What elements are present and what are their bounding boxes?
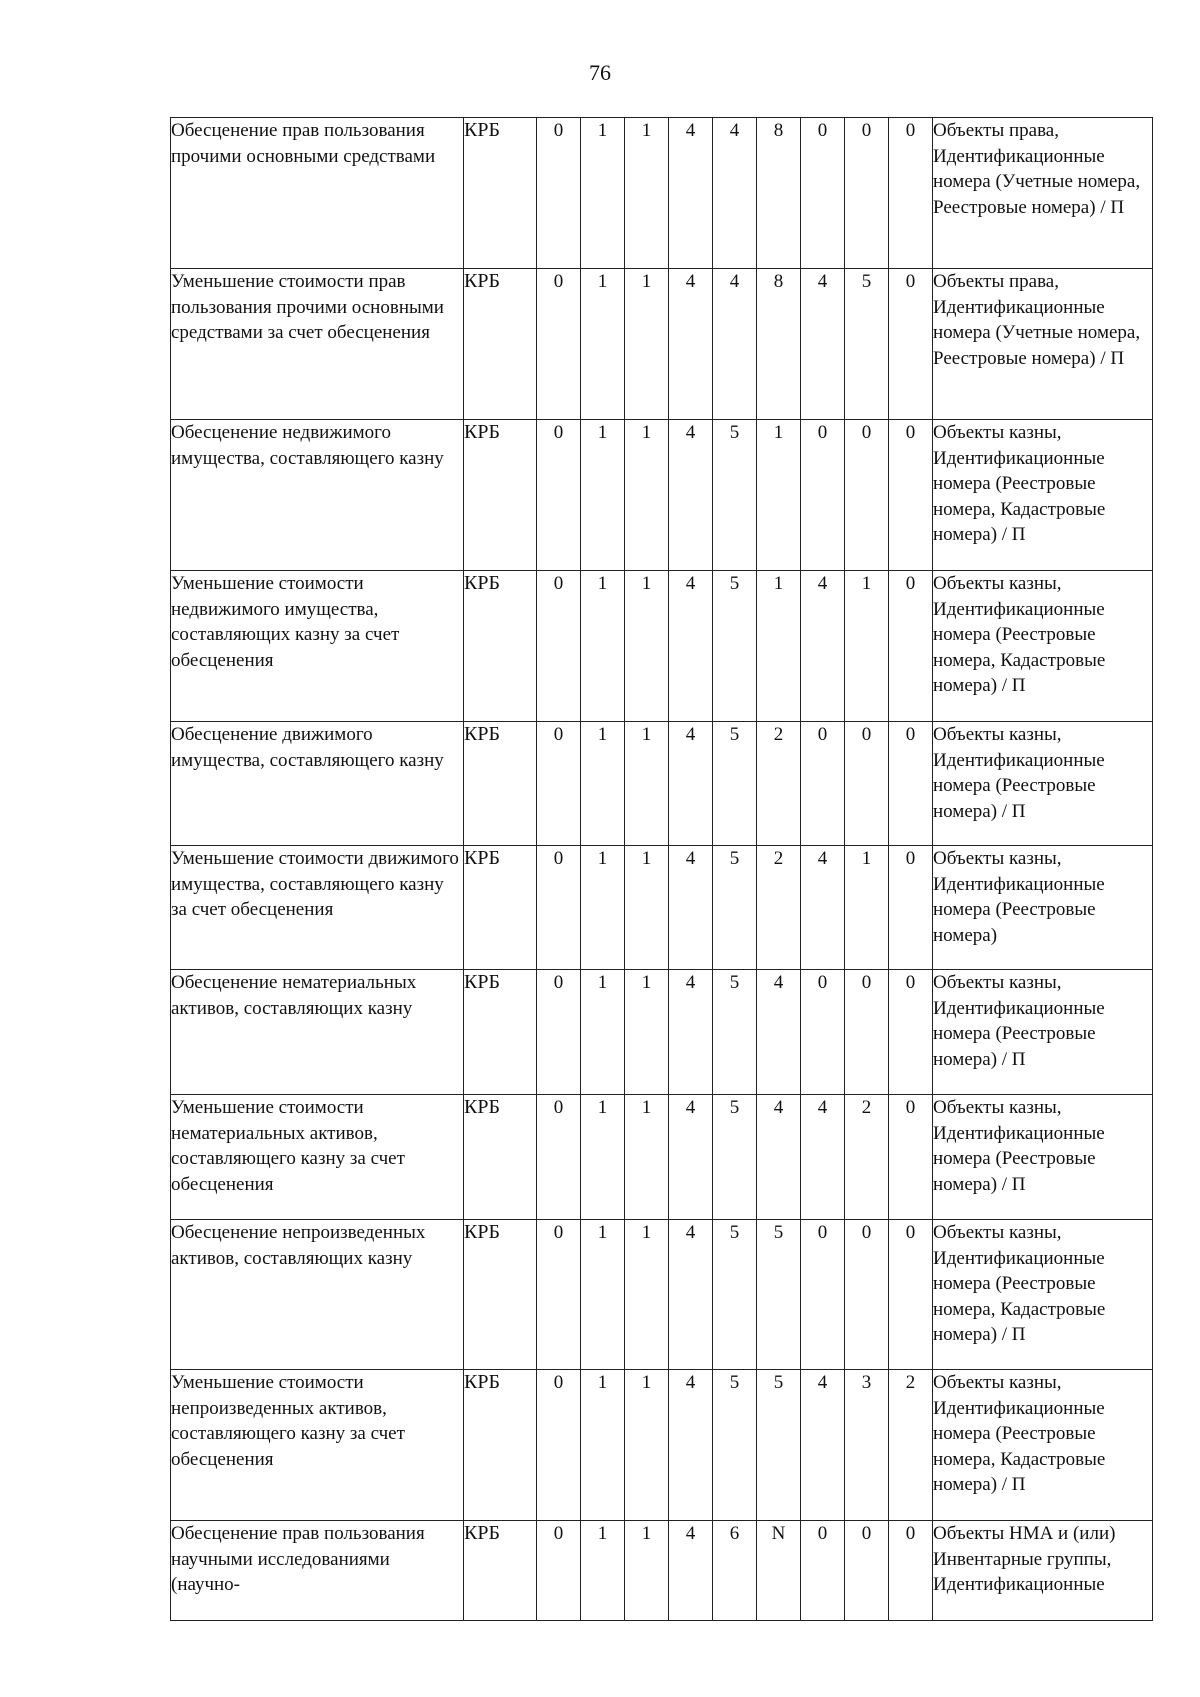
- account-digit-cell: 0: [537, 1521, 581, 1621]
- source-code-cell: КРБ: [464, 722, 537, 846]
- account-digit-cell: 1: [625, 420, 669, 571]
- source-code-cell: КРБ: [464, 1220, 537, 1370]
- account-digit-cell: 1: [845, 571, 889, 722]
- analytics-cell: Объекты казны, Идентификационные номера (Реестровые номера, Кадастровые номера) / П: [933, 571, 1153, 722]
- account-digit-cell: 0: [889, 722, 933, 846]
- account-digit-cell: 5: [713, 846, 757, 970]
- account-digit-cell: 1: [625, 1521, 669, 1621]
- account-digit-cell: 0: [537, 420, 581, 571]
- account-digit-cell: 1: [581, 571, 625, 722]
- account-digit-cell: 2: [845, 1095, 889, 1220]
- account-digit-cell: 0: [845, 722, 889, 846]
- account-digit-cell: 4: [757, 970, 801, 1095]
- table-row: [171, 118, 1153, 269]
- account-digit-cell: 1: [625, 722, 669, 846]
- account-digit-cell: 1: [581, 118, 625, 269]
- account-digit-cell: 4: [669, 846, 713, 970]
- account-digit-cell: 4: [669, 269, 713, 420]
- account-digit-cell: 1: [581, 1370, 625, 1521]
- account-digit-cell: 1: [757, 571, 801, 722]
- accounts-table: [170, 117, 1153, 1621]
- source-code-cell: КРБ: [464, 1521, 537, 1621]
- account-digit-cell: 1: [625, 846, 669, 970]
- account-name-cell: Обесценение нематериальных активов, составляющих казну: [171, 970, 464, 1095]
- account-digit-cell: 1: [625, 118, 669, 269]
- account-digit-cell: 0: [537, 722, 581, 846]
- account-digit-cell: 0: [537, 970, 581, 1095]
- account-name-cell: Уменьшение стоимости недвижимого имущества, составляющих казну за счет обесценения: [171, 571, 464, 722]
- account-digit-cell: 0: [537, 846, 581, 970]
- account-digit-cell: 0: [801, 118, 845, 269]
- account-digit-cell: 0: [537, 571, 581, 722]
- source-code-cell: КРБ: [464, 269, 537, 420]
- account-digit-cell: 5: [713, 1370, 757, 1521]
- account-name-cell: Обесценение прав пользования научными исследованиями (научно-: [171, 1521, 464, 1621]
- table-row: [171, 1521, 1153, 1621]
- account-digit-cell: 1: [625, 269, 669, 420]
- account-digit-cell: 0: [801, 1220, 845, 1370]
- account-digit-cell: 4: [669, 722, 713, 846]
- account-digit-cell: 5: [757, 1220, 801, 1370]
- account-digit-cell: 0: [537, 1220, 581, 1370]
- table-row: [171, 846, 1153, 970]
- account-digit-cell: 5: [757, 1370, 801, 1521]
- analytics-cell: Объекты казны, Идентификационные номера (Реестровые номера, Кадастровые номера) / П: [933, 1370, 1153, 1521]
- table-row: [171, 269, 1153, 420]
- account-digit-cell: 4: [669, 1095, 713, 1220]
- account-digit-cell: 0: [537, 1095, 581, 1220]
- source-code-cell: КРБ: [464, 1095, 537, 1220]
- account-digit-cell: 5: [713, 1095, 757, 1220]
- account-digit-cell: 1: [581, 1220, 625, 1370]
- analytics-cell: Объекты права, Идентификационные номера (Учетные номера, Реестровые номера) / П: [933, 118, 1153, 269]
- source-code-cell: КРБ: [464, 571, 537, 722]
- account-digit-cell: 8: [757, 118, 801, 269]
- analytics-cell: Объекты казны, Идентификационные номера (Реестровые номера) / П: [933, 1095, 1153, 1220]
- account-digit-cell: 4: [669, 1370, 713, 1521]
- account-digit-cell: 0: [845, 118, 889, 269]
- account-digit-cell: 1: [581, 970, 625, 1095]
- account-digit-cell: 0: [801, 1521, 845, 1621]
- account-digit-cell: 0: [889, 846, 933, 970]
- account-digit-cell: 0: [537, 269, 581, 420]
- account-digit-cell: 4: [669, 571, 713, 722]
- account-digit-cell: 1: [757, 420, 801, 571]
- account-digit-cell: 0: [801, 970, 845, 1095]
- account-digit-cell: 4: [669, 970, 713, 1095]
- account-digit-cell: 1: [625, 970, 669, 1095]
- account-digit-cell: 1: [581, 1521, 625, 1621]
- account-name-cell: Уменьшение стоимости непроизведенных активов, составляющего казну за счет обесценения: [171, 1370, 464, 1521]
- analytics-cell: Объекты казны, Идентификационные номера (Реестровые номера, Кадастровые номера) / П: [933, 420, 1153, 571]
- account-digit-cell: 4: [801, 1370, 845, 1521]
- account-digit-cell: 5: [845, 269, 889, 420]
- account-name-cell: Уменьшение стоимости движимого имущества, составляющего казну за счет обесценения: [171, 846, 464, 970]
- account-digit-cell: 0: [889, 1220, 933, 1370]
- account-digit-cell: 0: [845, 970, 889, 1095]
- account-digit-cell: 2: [889, 1370, 933, 1521]
- table-row: [171, 1370, 1153, 1521]
- page-number: 76: [589, 60, 611, 85]
- account-name-cell: Обесценение прав пользования прочими основными средствами: [171, 118, 464, 269]
- account-digit-cell: 5: [713, 722, 757, 846]
- account-name-cell: Обесценение недвижимого имущества, составляющего казну: [171, 420, 464, 571]
- account-digit-cell: 6: [713, 1521, 757, 1621]
- account-digit-cell: 3: [845, 1370, 889, 1521]
- account-digit-cell: 4: [669, 118, 713, 269]
- table-row: [171, 571, 1153, 722]
- account-digit-cell: 0: [889, 571, 933, 722]
- account-digit-cell: 5: [713, 1220, 757, 1370]
- analytics-cell: Объекты казны, Идентификационные номера (Реестровые номера, Кадастровые номера) / П: [933, 1220, 1153, 1370]
- account-digit-cell: 4: [801, 571, 845, 722]
- account-name-cell: Уменьшение стоимости нематериальных активов, составляющего казну за счет обесценения: [171, 1095, 464, 1220]
- account-name-cell: Обесценение непроизведенных активов, составляющих казну: [171, 1220, 464, 1370]
- account-digit-cell: 1: [625, 571, 669, 722]
- account-digit-cell: 5: [713, 970, 757, 1095]
- table-row: [171, 722, 1153, 846]
- account-digit-cell: 8: [757, 269, 801, 420]
- account-digit-cell: N: [757, 1521, 801, 1621]
- account-digit-cell: 1: [581, 269, 625, 420]
- account-name-cell: Уменьшение стоимости прав пользования прочими основными средствами за счет обесценения: [171, 269, 464, 420]
- account-digit-cell: 5: [713, 420, 757, 571]
- account-digit-cell: 4: [801, 846, 845, 970]
- analytics-cell: Объекты казны, Идентификационные номера (Реестровые номера) / П: [933, 722, 1153, 846]
- account-digit-cell: 4: [801, 269, 845, 420]
- account-digit-cell: 2: [757, 846, 801, 970]
- account-digit-cell: 4: [713, 269, 757, 420]
- account-digit-cell: 1: [845, 846, 889, 970]
- account-digit-cell: 0: [845, 1220, 889, 1370]
- table-row: [171, 970, 1153, 1095]
- source-code-cell: КРБ: [464, 846, 537, 970]
- account-digit-cell: 0: [537, 118, 581, 269]
- analytics-cell: Объекты казны, Идентификационные номера (Реестровые номера) / П: [933, 970, 1153, 1095]
- source-code-cell: КРБ: [464, 420, 537, 571]
- account-digit-cell: 0: [801, 722, 845, 846]
- account-digit-cell: 0: [845, 1521, 889, 1621]
- account-digit-cell: 0: [889, 269, 933, 420]
- account-digit-cell: 4: [669, 420, 713, 571]
- account-digit-cell: 4: [757, 1095, 801, 1220]
- account-digit-cell: 1: [581, 1095, 625, 1220]
- account-digit-cell: 1: [625, 1370, 669, 1521]
- source-code-cell: КРБ: [464, 1370, 537, 1521]
- account-digit-cell: 2: [757, 722, 801, 846]
- account-digit-cell: 4: [669, 1521, 713, 1621]
- analytics-cell: Объекты права, Идентификационные номера (Учетные номера, Реестровые номера) / П: [933, 269, 1153, 420]
- account-digit-cell: 0: [845, 420, 889, 571]
- source-code-cell: КРБ: [464, 118, 537, 269]
- account-digit-cell: 1: [581, 722, 625, 846]
- accounts-table-body: [171, 118, 1153, 1621]
- table-row: [171, 1095, 1153, 1220]
- account-digit-cell: 0: [889, 1521, 933, 1621]
- account-digit-cell: 5: [713, 571, 757, 722]
- account-digit-cell: 0: [801, 420, 845, 571]
- account-digit-cell: 0: [889, 1095, 933, 1220]
- account-digit-cell: 0: [889, 420, 933, 571]
- source-code-cell: КРБ: [464, 970, 537, 1095]
- account-digit-cell: 0: [889, 970, 933, 1095]
- account-digit-cell: 1: [625, 1095, 669, 1220]
- analytics-cell: Объекты НМА и (или) Инвентарные группы, Идентификационные: [933, 1521, 1153, 1621]
- table-row: [171, 1220, 1153, 1370]
- account-digit-cell: 4: [669, 1220, 713, 1370]
- account-digit-cell: 1: [581, 846, 625, 970]
- account-digit-cell: 1: [625, 1220, 669, 1370]
- account-name-cell: Обесценение движимого имущества, составляющего казну: [171, 722, 464, 846]
- account-digit-cell: 0: [889, 118, 933, 269]
- account-digit-cell: 1: [581, 420, 625, 571]
- analytics-cell: Объекты казны, Идентификационные номера (Реестровые номера): [933, 846, 1153, 970]
- account-digit-cell: 0: [537, 1370, 581, 1521]
- account-digit-cell: 4: [801, 1095, 845, 1220]
- account-digit-cell: 4: [713, 118, 757, 269]
- table-row: [171, 420, 1153, 571]
